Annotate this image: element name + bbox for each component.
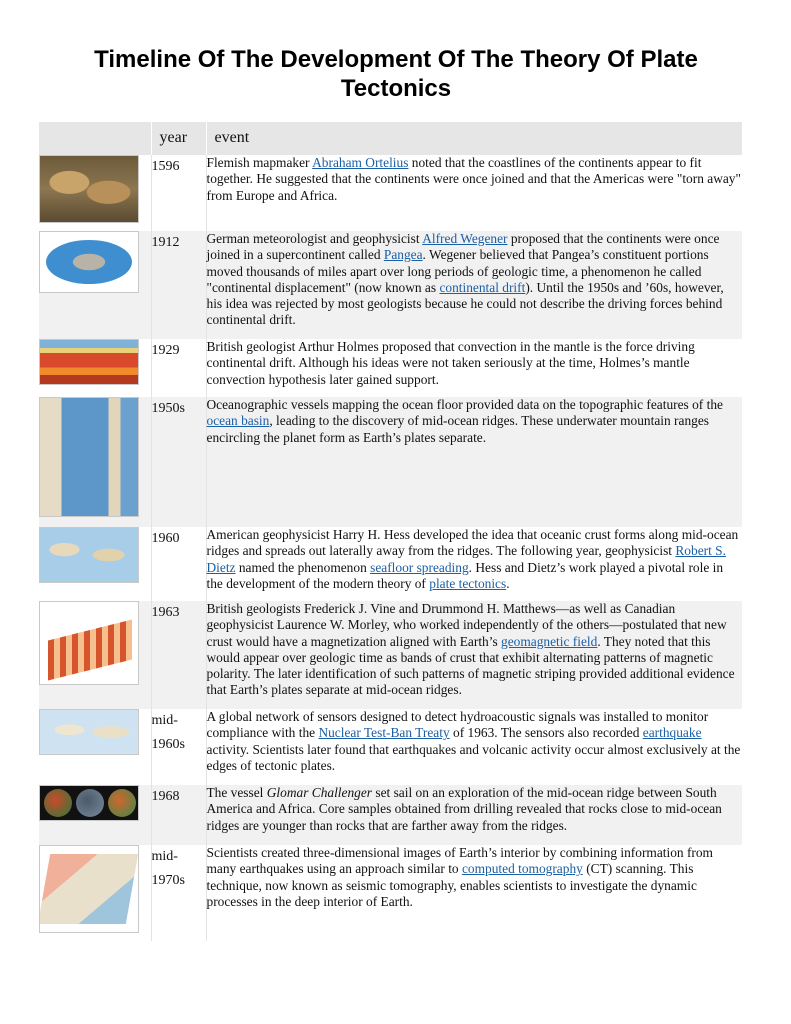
- year-text: mid-: [151, 849, 178, 864]
- mantle-convection-thumbnail-icon: [39, 339, 139, 385]
- year-text: 1912: [151, 235, 180, 250]
- year-cell: [151, 785, 206, 845]
- year-text: 1970s: [151, 873, 185, 888]
- event-text: ). Until the 1950s and ’60s, however, his idea was rejected by most geologists because he could not describe the driving forces behind continental drift.: [206, 279, 724, 328]
- event-cell: [206, 709, 742, 785]
- table-row: [39, 155, 742, 231]
- event-text: Flemish mapmaker: [206, 155, 313, 170]
- event-cell: [206, 845, 742, 941]
- thumbnail-cell: [39, 709, 151, 785]
- event-text: . Wegener believed that Pangea’s constituent portions moved thousands of miles apart over long periods of geologic time, a phenomenon he called "continental displacement" (now known as: [206, 247, 709, 295]
- thumbnail-cell: [39, 845, 151, 941]
- table-row: [39, 709, 742, 785]
- event-text: proposed that the continents were once joined in a supercontinent called: [206, 231, 720, 263]
- event-text: Scientists created three-dimensional images of Earth’s interior by combining information from many earthquakes using an approach similar to: [206, 845, 713, 877]
- event-cell: [206, 339, 742, 397]
- event-text-italic: Glomar Challenger: [266, 785, 373, 800]
- table-row: [39, 601, 742, 709]
- event-text: British geologists Frederick J. Vine and Drummond H. Matthews—as well as Canadian geophysicist Laurence W. Morley, who worked independently of the others—postulated that new crust would have a magnetization aligned with Earth’s: [206, 601, 727, 649]
- event-text: of 1963. The sensors also recorded: [449, 725, 643, 741]
- thumbnail-cell: [39, 601, 151, 709]
- thumbnail-cell: [39, 785, 151, 845]
- table-row: [39, 785, 742, 845]
- year-cell: [151, 709, 206, 785]
- event-text: .: [506, 575, 510, 591]
- year-text: 1963: [151, 605, 180, 620]
- event-link[interactable]: Abraham Ortelius: [312, 155, 409, 170]
- thumbnail-cell: [39, 527, 151, 601]
- thumbnail-cell: [39, 339, 151, 397]
- event-text: named the phenomenon: [235, 559, 371, 575]
- year-cell: [151, 231, 206, 339]
- year-text: 1960: [151, 531, 180, 546]
- page-title: Timeline Of The Development Of The Theory Of Plate Tectonics: [94, 46, 698, 102]
- event-text: (CT) scanning. This technique, now known as seismic tomography, enables scientists to investigate the dynamic processes in the deep interior of Earth.: [206, 861, 697, 909]
- ocean-floor-map-thumbnail-icon: [39, 397, 139, 517]
- event-text: activity. Scientists later found that earthquakes and volcanic activity occur almost exclusively at the edges of tectonic plates.: [206, 741, 741, 773]
- event-link[interactable]: Robert S. Dietz: [206, 543, 726, 575]
- table-row: [39, 339, 742, 397]
- event-link[interactable]: seafloor spreading: [370, 559, 469, 575]
- year-cell: [151, 845, 206, 941]
- event-link[interactable]: geomagnetic field: [501, 633, 598, 649]
- event-text: . They noted that this would appear over geologic time as bands of crust that exhibit alternating patterns of magnetic polarity. The later identification of such patterns of magnetic striping provided additional evidence that Earth’s plates separate at mid-ocean ridges.: [206, 633, 735, 698]
- event-text: set sail on an exploration of the mid-ocean ridge between South America and Africa. Core samples obtained from drilling revealed that rocks close to mid-ocean ridges are younger than rocks that are farther away from the ridges.: [206, 785, 722, 833]
- event-cell: [206, 527, 742, 601]
- year-cell: [151, 527, 206, 601]
- event-link[interactable]: plate tectonics: [429, 575, 507, 591]
- table-row: [39, 527, 742, 601]
- thumbnail-cell: [39, 231, 151, 339]
- year-text: 1929: [151, 343, 180, 358]
- timeline-table: [39, 122, 742, 941]
- event-cell: [206, 601, 742, 709]
- year-cell: [151, 601, 206, 709]
- pangea-map-thumbnail-icon: [39, 231, 139, 293]
- event-link[interactable]: continental drift: [439, 279, 526, 295]
- table-row: [39, 397, 742, 527]
- event-link[interactable]: ocean basin: [206, 413, 270, 429]
- event-text: American geophysicist Harry H. Hess developed the idea that oceanic crust forms along mid-ocean ridges and spreads out laterally away from the ridges. The following year, geophysicist: [206, 527, 739, 559]
- event-text: British geologist Arthur Holmes proposed that convection in the mantle is the force driving continental drift. Although his ideas were not taken seriously at the time, Holmes’s mantle convection hypothesis later gained support.: [206, 339, 695, 387]
- table-row: [39, 231, 742, 339]
- thumbnail-cell: [39, 155, 151, 231]
- year-text: 1950s: [151, 401, 185, 416]
- event-text: A global network of sensors designed to detect hydroacoustic signals was installed to monitor compliance with the: [206, 709, 709, 741]
- event-link[interactable]: computed tomography: [461, 861, 583, 877]
- event-cell: [206, 397, 742, 527]
- year-text: mid-: [151, 713, 178, 728]
- event-text: noted that the coastlines of the continents appear to fit together. He suggested that the continents were once joined and that the Americas were "torn away" from Europe and Africa.: [206, 155, 741, 203]
- seafloor-map-thumbnail-icon: [39, 527, 139, 583]
- event-link[interactable]: Pangea: [383, 247, 423, 263]
- thumbnail-cell: [39, 397, 151, 527]
- earth-interior-3d-thumbnail-icon: [39, 845, 139, 933]
- year-cell: [151, 155, 206, 231]
- event-link[interactable]: Alfred Wegener: [422, 231, 508, 246]
- header-event: event: [206, 122, 742, 155]
- year-text: 1596: [151, 159, 180, 174]
- event-text: Oceanographic vessels mapping the ocean floor provided data on the topographic features of the: [206, 397, 723, 412]
- event-link[interactable]: earthquake: [642, 725, 702, 741]
- year-cell: [151, 397, 206, 527]
- event-cell: [206, 231, 742, 339]
- header-image: [39, 122, 151, 155]
- table-header-row: [39, 122, 742, 155]
- year-text: 1968: [151, 789, 180, 804]
- year-cell: [151, 339, 206, 397]
- world-map-thumbnail-icon: [39, 155, 139, 223]
- event-cell: [206, 155, 742, 231]
- event-text: German meteorologist and geophysicist: [206, 231, 423, 246]
- magnetic-striping-diagram-thumbnail-icon: [39, 601, 139, 685]
- year-text: 1960s: [151, 737, 185, 752]
- header-year: year: [151, 122, 206, 155]
- table-row: [39, 845, 742, 941]
- event-text: . Hess and Dietz’s work played a pivotal role in the development of the modern theory of: [206, 559, 724, 591]
- event-text: , leading to the discovery of mid-ocean ridges. These underwater mountain ranges encircling the planet form as Earth’s plates separate.: [206, 413, 709, 445]
- event-cell: [206, 785, 742, 845]
- globes-thumbnail-icon: [39, 785, 139, 821]
- event-link[interactable]: Nuclear Test-Ban Treaty: [318, 725, 450, 741]
- event-text: The vessel: [206, 785, 267, 800]
- earthquake-map-thumbnail-icon: [39, 709, 139, 755]
